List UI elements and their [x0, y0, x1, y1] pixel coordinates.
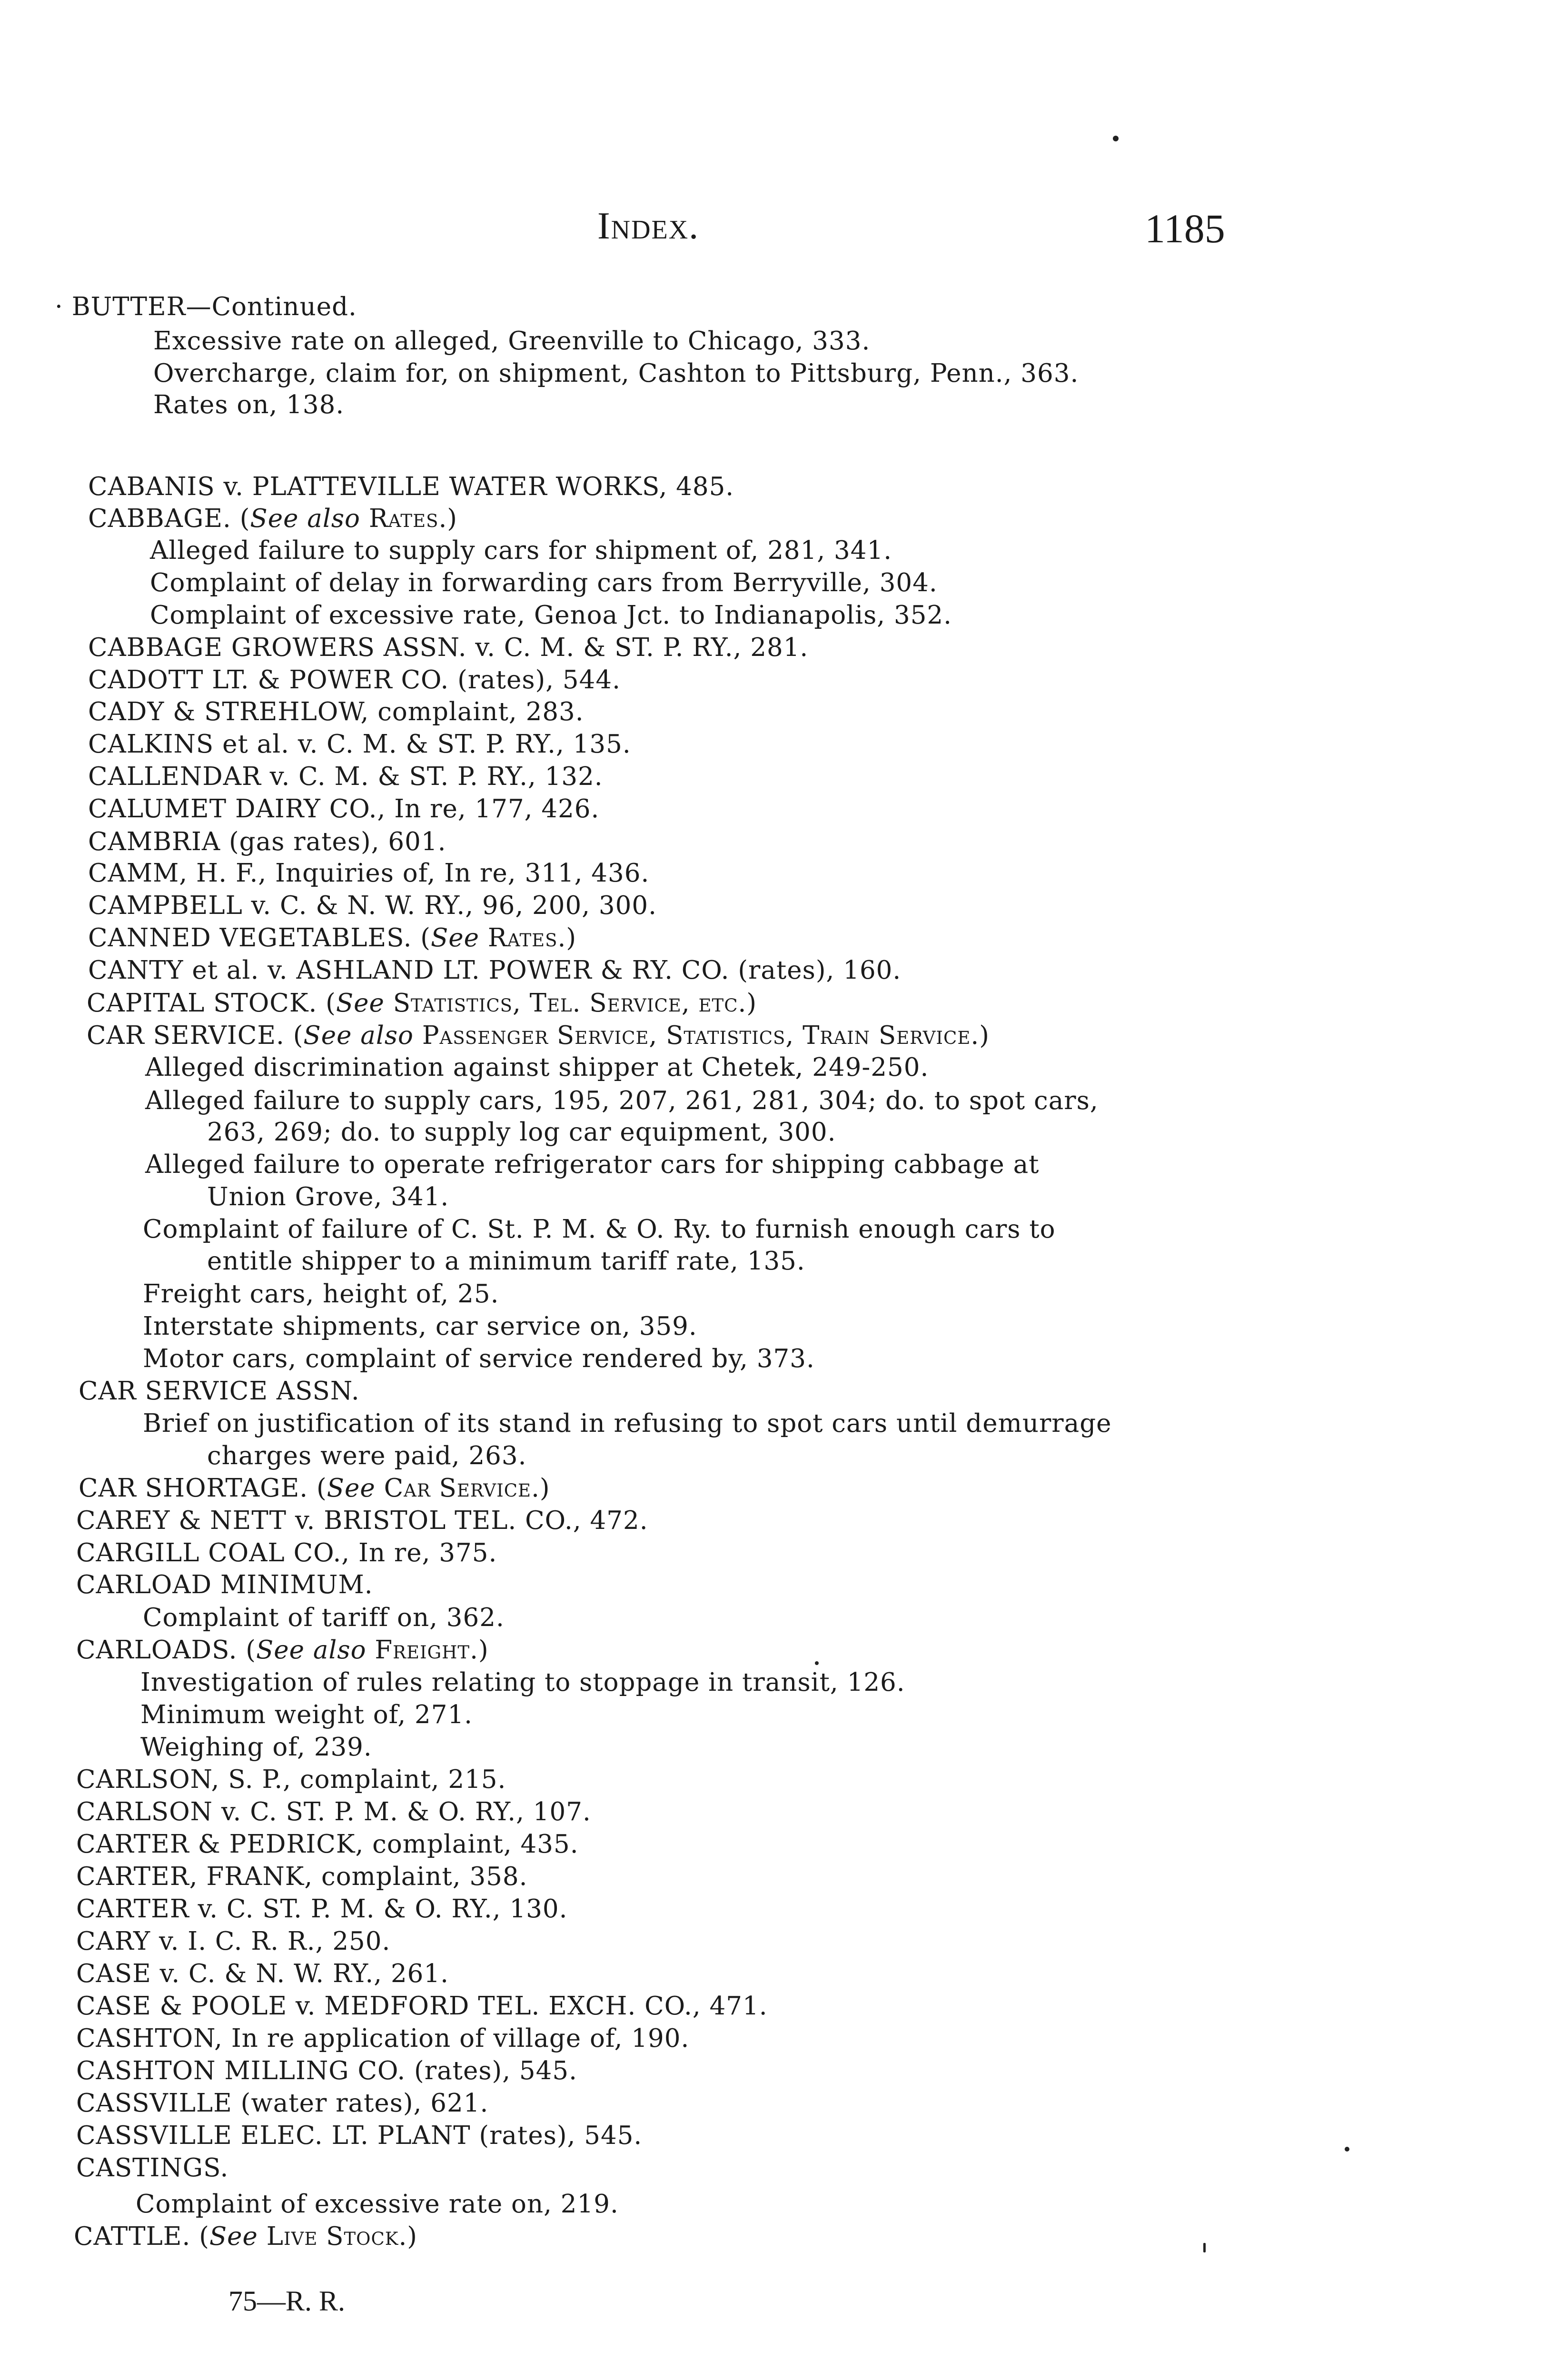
- index-entry-line: [150, 567, 938, 599]
- entry-text: CAMM, H. F., Inquiries of, In re, 311, 436.: [88, 859, 650, 888]
- entry-text: CARLSON v. C. ST. P. M. & O. RY., 107.: [76, 1797, 591, 1826]
- entry-text: CARLOADS. (: [76, 1636, 256, 1665]
- entry-text: Complaint of excessive rate on, 219.: [136, 2190, 619, 2219]
- index-entry-line: [140, 1732, 372, 1763]
- page-title: Index.: [597, 205, 700, 247]
- entry-text: CAR SERVICE. (: [87, 1021, 304, 1050]
- index-entry-line: [88, 955, 901, 986]
- entry-text: CABANIS v. PLATTEVILLE WATER WORKS, 485.: [88, 472, 734, 501]
- entry-text: CAMBRIA (gas rates), 601.: [88, 827, 446, 856]
- entry-text: CASSVILLE ELEC. LT. PLANT (rates), 545.: [76, 2121, 643, 2150]
- index-entry-line: [143, 1602, 505, 1634]
- index-entry-line: [143, 1214, 1056, 1245]
- closing-paren: ): [566, 923, 577, 952]
- index-entry-line: [207, 1117, 836, 1148]
- entry-text: CAREY & NETT v. BRISTOL TEL. CO., 472.: [76, 1506, 648, 1535]
- entry-text: CAR SERVICE ASSN.: [79, 1377, 360, 1406]
- index-entry-line: [87, 1020, 990, 1051]
- index-entry-line: [153, 326, 870, 357]
- index-entry-line: [88, 729, 631, 760]
- index-entry-line: [145, 1052, 929, 1083]
- entry-text: CARTER v. C. ST. P. M. & O. RY., 130.: [76, 1894, 568, 1924]
- scan-speck: [1203, 2243, 1206, 2252]
- entry-text: Brief on justification of its stand in refusing to spot cars until demurrage: [143, 1409, 1112, 1438]
- index-entry-line: [55, 291, 357, 323]
- entry-text: Excessive rate on alleged, Greenville to Chicago, 333.: [153, 327, 871, 356]
- entry-text: CALLENDAR v. C. M. & ST. P. RY., 132.: [88, 762, 603, 791]
- entry-text: CADOTT LT. & POWER CO. (rates), 544.: [88, 665, 621, 694]
- index-entry-line: [88, 922, 576, 954]
- entry-text: Motor cars, complaint of service rendered by, 373.: [143, 1344, 815, 1373]
- cross-reference: Freight.: [375, 1636, 478, 1665]
- signature-mark: 75—R. R.: [228, 2285, 346, 2317]
- entry-text: CABBAGE GROWERS ASSN. v. C. M. & ST. P. RY., 281.: [88, 633, 809, 662]
- index-entry-line: [79, 1376, 360, 1407]
- see-also-label: See: [327, 1474, 376, 1503]
- cross-reference: Rates.: [368, 504, 447, 533]
- entry-text: Freight cars, height of, 25.: [143, 1279, 499, 1309]
- cross-reference: Statistics, Tel. Service, etc.: [393, 989, 747, 1018]
- see-also-label: See: [430, 923, 479, 952]
- closing-paren: ): [478, 1636, 489, 1665]
- index-entry-line: [153, 358, 1079, 389]
- index-entry-line: [76, 1829, 579, 1860]
- entry-text: CAPITAL STOCK. (: [87, 989, 336, 1018]
- index-entry-line: [76, 2152, 228, 2184]
- see-also-label: See also: [303, 1021, 414, 1050]
- index-entry-line: [76, 1894, 567, 1925]
- closing-paren: ): [539, 1474, 550, 1503]
- index-entry-line: [143, 1408, 1112, 1439]
- entry-text: · BUTTER—Continued.: [55, 292, 357, 321]
- closing-paren: ): [407, 2222, 417, 2251]
- entry-text: Complaint of delay in forwarding cars from Berryville, 304.: [150, 568, 938, 597]
- entry-text: CALKINS et al. v. C. M. & ST. P. RY., 135.: [88, 730, 631, 759]
- index-entry-line: [88, 858, 649, 889]
- scan-speck: [1113, 136, 1119, 141]
- entry-text: CANTY et al. v. ASHLAND LT. POWER & RY. CO. (rates), 160.: [88, 956, 902, 985]
- entry-text: CARY v. I. C. R. R., 250.: [76, 1927, 391, 1956]
- entry-text: CADY & STREHLOW, complaint, 283.: [88, 697, 584, 726]
- index-entry-line: [76, 1569, 373, 1601]
- cross-reference: Car Service.: [384, 1474, 540, 1503]
- page-number: 1185: [1145, 206, 1225, 251]
- entry-text: CARTER, FRANK, complaint, 358.: [76, 1862, 528, 1891]
- index-entry-line: [76, 1764, 506, 1795]
- entry-text: Investigation of rules relating to stoppage in transit, 126.: [140, 1668, 905, 1697]
- index-entry-line: [207, 1181, 449, 1213]
- index-entry-line: [76, 2120, 642, 2152]
- entry-text: Complaint of tariff on, 362.: [143, 1603, 505, 1632]
- index-entry-line: [136, 2189, 619, 2220]
- index-entry-line: [74, 2221, 417, 2252]
- index-entry-line: [76, 1635, 489, 1666]
- index-entry-line: [76, 2055, 577, 2087]
- index-entry-line: [76, 1505, 648, 1537]
- entry-text: Complaint of failure of C. St. P. M. & O. Ry. to furnish enough cars to: [143, 1215, 1056, 1244]
- entry-text: Alleged failure to supply cars for shipment of, 281, 341.: [150, 536, 892, 565]
- entry-text: Alleged failure to supply cars, 195, 207, 261, 281, 304; do. to spot cars,: [145, 1086, 1099, 1115]
- index-entry-line: [140, 1699, 473, 1731]
- entry-text: CATTLE. (: [74, 2222, 209, 2251]
- index-entry-line: [76, 2023, 689, 2054]
- index-entry-line: [88, 793, 599, 825]
- entry-text: Overcharge, claim for, on shipment, Cashton to Pittsburg, Penn., 363.: [153, 359, 1079, 388]
- index-entry-line: [76, 1537, 497, 1569]
- see-also-label: See: [336, 989, 385, 1018]
- index-entry-line: [79, 1473, 550, 1504]
- entry-text: CARLSON, S. P., complaint, 215.: [76, 1765, 506, 1794]
- index-entry-line: [88, 696, 584, 728]
- entry-text: CAMPBELL v. C. & N. W. RY., 96, 200, 300.: [88, 891, 657, 920]
- entry-text: Minimum weight of, 271.: [140, 1700, 473, 1729]
- closing-paren: ): [746, 989, 757, 1018]
- index-entry-line: [207, 1246, 805, 1277]
- entry-text: entitle shipper to a minimum tariff rate, 135.: [207, 1247, 805, 1276]
- index-entry-line: [76, 1796, 591, 1828]
- entry-text: CARGILL COAL CO., In re, 375.: [76, 1538, 497, 1567]
- index-entry-line: [88, 664, 621, 696]
- index-entry-line: [76, 1958, 449, 1990]
- entry-text: CASTINGS.: [76, 2153, 229, 2182]
- see-also-label: See also: [256, 1636, 367, 1665]
- index-entry-line: [153, 389, 344, 421]
- entry-text: CARTER & PEDRICK, complaint, 435.: [76, 1830, 579, 1859]
- index-entry-line: [150, 535, 892, 566]
- index-entry-line: [76, 1991, 768, 2022]
- see-also-label: See: [209, 2222, 258, 2251]
- entry-text: CASE v. C. & N. W. RY., 261.: [76, 1959, 449, 1988]
- index-entry-line: [145, 1149, 1039, 1180]
- index-entry-line: [88, 761, 603, 793]
- entry-text: CAR SHORTAGE. (: [79, 1474, 327, 1503]
- cross-reference: Passenger Service, Statistics, Train Service.: [422, 1021, 980, 1050]
- entry-text: CASHTON MILLING CO. (rates), 545.: [76, 2056, 577, 2085]
- entry-text: CARLOAD MINIMUM.: [76, 1570, 373, 1599]
- index-entry-line: [88, 632, 808, 664]
- index-entry-line: [145, 1085, 1099, 1117]
- entry-text: CABBAGE. (: [88, 504, 250, 533]
- entry-text: Interstate shipments, car service on, 359.: [143, 1312, 697, 1341]
- scan-speck: [1345, 2147, 1349, 2152]
- scan-speck: [815, 1661, 819, 1665]
- entry-text: CANNED VEGETABLES. (: [88, 923, 431, 952]
- entry-text: CASE & POOLE v. MEDFORD TEL. EXCH. CO., 471.: [76, 1992, 768, 2021]
- index-entry-line: [76, 2088, 488, 2119]
- index-entry-line: [140, 1667, 905, 1698]
- cross-reference: Rates.: [487, 923, 566, 952]
- entry-text: Alleged discrimination against shipper at Chetek, 249-250.: [145, 1053, 929, 1082]
- closing-paren: ): [979, 1021, 990, 1050]
- cross-reference: Live Stock.: [266, 2222, 407, 2251]
- index-entry-line: [88, 471, 734, 503]
- index-entry-line: [76, 1861, 527, 1893]
- entry-text: Alleged failure to operate refrigerator cars for shipping cabbage at: [145, 1150, 1040, 1179]
- index-entry-line: [87, 988, 757, 1019]
- entry-text: Union Grove, 341.: [207, 1182, 449, 1211]
- entry-text: CASSVILLE (water rates), 621.: [76, 2089, 489, 2118]
- index-entry-line: [88, 826, 446, 858]
- index-entry-line: [88, 890, 657, 922]
- index-entry-line: [88, 503, 457, 535]
- entry-text: CASHTON, In re application of village of, 190.: [76, 2024, 690, 2053]
- see-also-label: See also: [250, 504, 360, 533]
- entry-text: Rates on, 138.: [153, 390, 345, 419]
- index-entry-line: [76, 1926, 390, 1957]
- closing-paren: ): [447, 504, 457, 533]
- index-entry-line: [143, 1279, 499, 1310]
- entry-text: Weighing of, 239.: [140, 1733, 372, 1762]
- entry-text: 263, 269; do. to supply log car equipment, 300.: [207, 1118, 836, 1147]
- entry-text: Complaint of excessive rate, Genoa Jct. to Indianapolis, 352.: [150, 601, 952, 630]
- entry-text: CALUMET DAIRY CO., In re, 177, 426.: [88, 794, 600, 823]
- entry-text: charges were paid, 263.: [207, 1441, 527, 1470]
- index-entry-line: [207, 1440, 526, 1472]
- index-entry-line: [150, 600, 952, 631]
- index-entry-line: [143, 1343, 815, 1375]
- index-entry-line: [143, 1311, 697, 1342]
